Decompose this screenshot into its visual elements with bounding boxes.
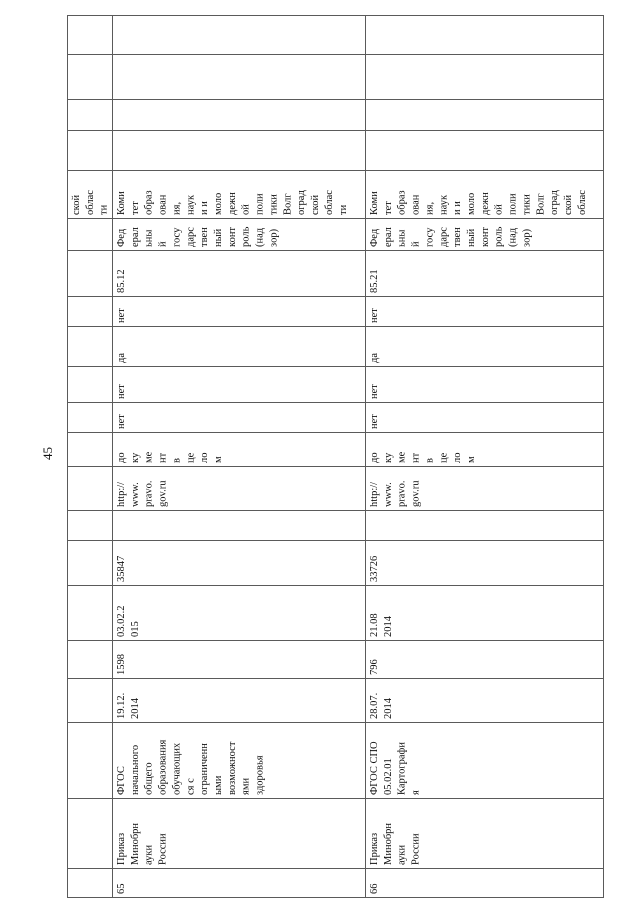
row-66-control: Фед ерал ьны й госу дарс твен ный конт роль (над зор) bbox=[369, 226, 533, 247]
table-rule-bottom bbox=[67, 897, 604, 898]
row-66-reg-date: 21.08 2014 bbox=[369, 613, 394, 637]
row-65-extra3 bbox=[113, 55, 365, 99]
row-66-title: ФГОС СПО 05.02.01 Картографи я bbox=[369, 741, 422, 795]
row-66-extra2 bbox=[366, 100, 603, 130]
row-65-authority: Коми тет образ ован ия, наук и и моло дежн ой поли тики Волг оград ской облас ти bbox=[116, 190, 349, 215]
row-66-doc-number: 796 bbox=[369, 659, 380, 675]
row-66-flag1: нет bbox=[369, 414, 380, 429]
row-66-authority: Коми тет образ ован ия, наук и и моло дежн ой поли тики Волг оград ской облас bbox=[369, 190, 588, 215]
row-66-flag2: нет bbox=[369, 384, 380, 399]
row-65-number: 65 bbox=[116, 883, 127, 894]
row-66-date: 28.07. 2014 bbox=[369, 692, 394, 719]
row-65-reg-date: 03.02.2 015 bbox=[116, 605, 141, 637]
row-65-extra1 bbox=[113, 131, 365, 170]
row-66-doc-type: Приказ Минобрн ауки России bbox=[369, 822, 422, 865]
table-rule-left bbox=[67, 15, 68, 898]
row-66-url: http:// www. pravo. gov.ru bbox=[369, 480, 422, 507]
row-65-where: до ку ме нт в це ло м bbox=[116, 451, 225, 463]
row-66-number: 66 bbox=[369, 883, 380, 894]
row-66-flag3: да bbox=[369, 352, 380, 363]
row-66-blank bbox=[366, 511, 603, 540]
row-65-code: 85.12 bbox=[116, 269, 127, 293]
row-66-flag4: нет bbox=[369, 308, 380, 323]
row-66-extra1 bbox=[366, 131, 603, 170]
row-65-extra2 bbox=[113, 100, 365, 130]
row-65-blank bbox=[113, 511, 365, 540]
row-65-date: 19.12. 2014 bbox=[116, 692, 141, 719]
row-66-code: 85.21 bbox=[369, 269, 380, 293]
row-65-extra4 bbox=[113, 16, 365, 54]
page-number: 45 bbox=[40, 447, 55, 461]
row-65-control: Фед ерал ьны й госу дарс твен ный конт роль (над зор) bbox=[116, 226, 280, 247]
row-66-extra3 bbox=[366, 55, 603, 99]
row-65-doc-number: 1598 bbox=[116, 654, 127, 675]
row-65-flag2: нет bbox=[116, 384, 127, 399]
row-65-flag1: нет bbox=[116, 414, 127, 429]
row-66-reg-number: 33726 bbox=[369, 555, 380, 582]
row-65-flag4: нет bbox=[116, 308, 127, 323]
row-65-url: http:// www. pravo. gov.ru bbox=[116, 480, 169, 507]
row-65-flag3: да bbox=[116, 352, 127, 363]
prev-row-authority-tail: ской облас ти bbox=[71, 190, 110, 215]
row-66-extra4 bbox=[366, 16, 603, 54]
row-65-reg-number: 35847 bbox=[116, 555, 127, 582]
table-rule-right bbox=[603, 15, 604, 898]
row-65-title: ФГОС начального общего образования обучающих ся с ограниченн ыми возможност ями здоровья bbox=[116, 739, 266, 795]
row-65-doc-type: Приказ Минобрн ауки России bbox=[116, 822, 169, 865]
row-66-where: до ку ме нт в це ло м bbox=[369, 451, 478, 463]
